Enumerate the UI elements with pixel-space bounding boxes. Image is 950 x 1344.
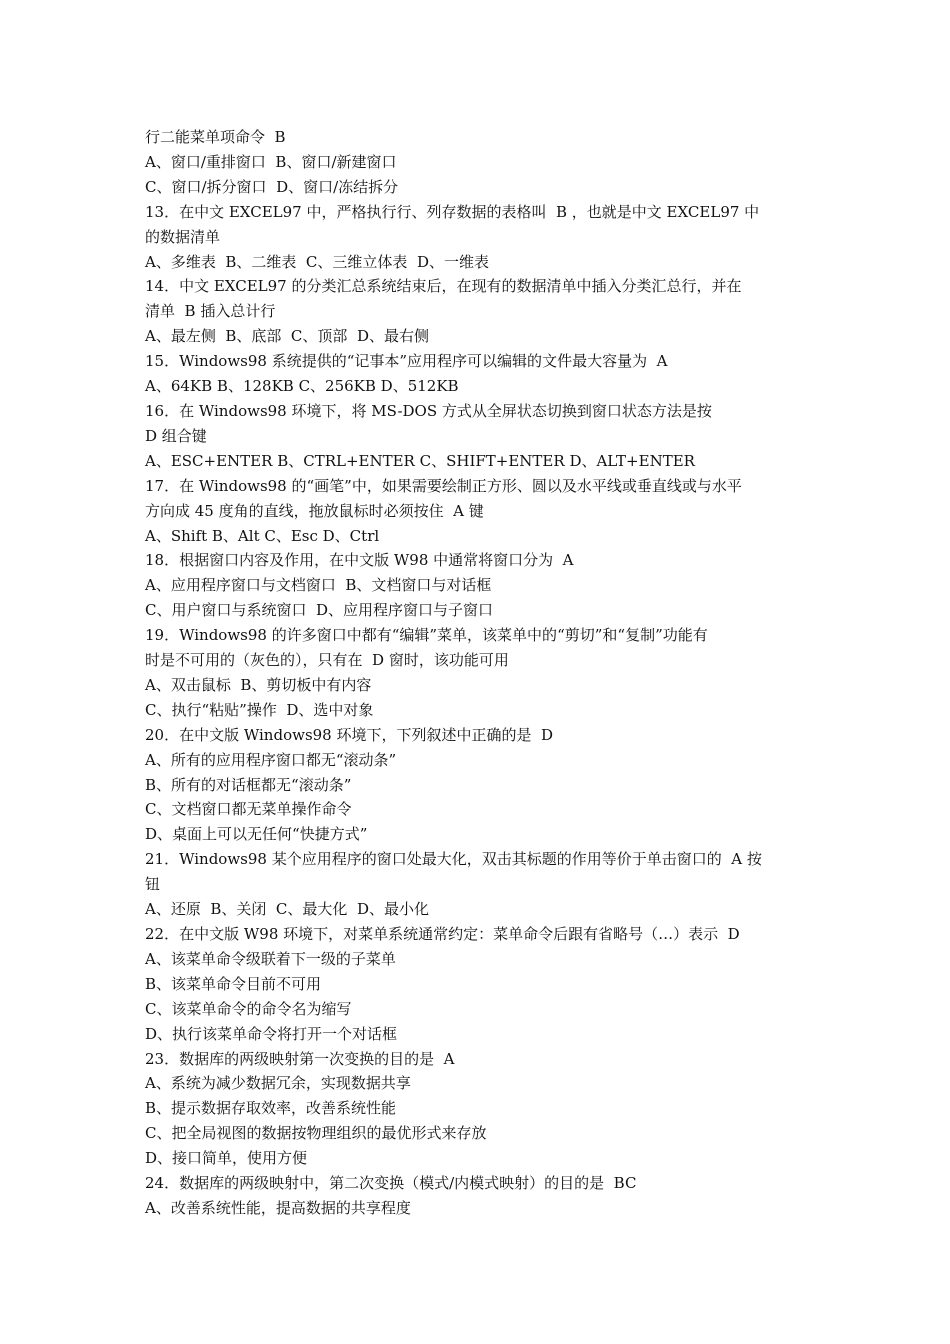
text-line: D、桌面上可以无任何“快捷方式”: [145, 825, 368, 844]
text-line: 22．在中文版 W98 环境下，对菜单系统通常约定：菜单命令后跟有省略号（…）表示 D: [145, 925, 740, 943]
text-line: A、最左侧 B、底部 C、顶部 D、最右侧: [145, 327, 429, 346]
text-line: C、该菜单命令的命令名为缩写: [145, 999, 352, 1018]
text-line: 13．在中文 EXCEL97 中，严格执行行、列存数据的表格叫 B ，也就是中文 EXCEL97 中: [145, 202, 760, 221]
text-line: 20．在中文版 Windows98 环境下，下列叙述中正确的是 D: [145, 725, 554, 744]
text-line: A、所有的应用程序窗口都无“滚动条”: [145, 750, 397, 769]
text-line: A、64KB B、128KB C、256KB D、512KB: [145, 377, 459, 396]
text-line: A、多维表 B、二维表 C、三维立体表 D、一维表: [145, 252, 489, 271]
text-line: C、窗口/拆分窗口 D、窗口/冻结拆分: [145, 177, 399, 196]
text-line: 15．Windows98 系统提供的“记事本”应用程序可以编辑的文件最大容量为 A: [145, 352, 668, 371]
text-line: A、该菜单命令级联着下一级的子菜单: [145, 949, 396, 968]
text-line: C、文档窗口都无菜单操作命令: [145, 800, 352, 819]
text-line: 19．Windows98 的许多窗口中都有“编辑”菜单，该菜单中的“剪切”和“复制”功能有: [145, 626, 708, 645]
text-line: 16．在 Windows98 环境下，将 MS-DOS 方式从全屏状态切换到窗口状态方法是按: [145, 401, 712, 420]
text-line: 23．数据库的两级映射第一次变换的目的是 A: [145, 1049, 455, 1068]
text-line: D、接口简单，使用方便: [145, 1149, 308, 1168]
text-line: 18．根据窗口内容及作用，在中文版 W98 中通常将窗口分为 A: [145, 551, 574, 570]
text-line: B、该菜单命令目前不可用: [145, 974, 322, 993]
text-line: B、所有的对话框都无“滚动条”: [145, 775, 352, 794]
text-line: 24．数据库的两级映射中，第二次变换（模式/内模式映射）的目的是 BC: [145, 1174, 637, 1193]
text-line: 14．中文 EXCEL97 的分类汇总系统结束后，在现有的数据清单中插入分类汇总行，并在: [145, 277, 742, 296]
text-line: B、提示数据存取效率，改善系统性能: [145, 1099, 397, 1118]
text-line: C、把全局视图的数据按物理组织的最优形式来存放: [145, 1124, 487, 1143]
document-text: [145, 125, 810, 1221]
text-line: A、改善系统性能，提高数据的共享程度: [145, 1198, 411, 1217]
text-line: D 组合键: [145, 426, 207, 445]
text-line: 时是不可用的（灰色的），只有在 D 窗时，该功能可用: [145, 651, 509, 670]
text-line: 21．Windows98 某个应用程序的窗口处最大化，双击其标题的作用等价于单击窗口的 A 按: [145, 850, 762, 869]
text-line: A、窗口/重排窗口 B、窗口/新建窗口: [145, 152, 397, 171]
text-line: 的数据清单: [145, 227, 221, 246]
text-line: A、应用程序窗口与文档窗口 B、文档窗口与对话框: [145, 576, 492, 595]
text-line: 方向成 45 度角的直线，拖放鼠标时必须按住 A 键: [145, 501, 484, 520]
text-line: C、用户窗口与系统窗口 D、应用程序窗口与子窗口: [145, 601, 494, 620]
text-line: D、执行该菜单命令将打开一个对话框: [145, 1024, 398, 1043]
text-line: A、还原 B、关闭 C、最大化 D、最小化: [145, 900, 429, 919]
text-line: A、双击鼠标 B、剪切板中有内容: [145, 675, 372, 694]
text-line: A、系统为减少数据冗余，实现数据共享: [145, 1074, 411, 1093]
text-line: A、ESC+ENTER B、CTRL+ENTER C、SHIFT+ENTER D、ALT+ENTER: [145, 451, 695, 470]
text-line: 清单 B 插入总计行: [145, 302, 276, 321]
text-line: 17．在 Windows98 的“画笔”中，如果需要绘制正方形、圆以及水平线或垂直线或与水平: [145, 476, 742, 495]
text-line: 钮: [145, 875, 161, 894]
text-line: 行二能菜单项命令 B: [145, 128, 286, 146]
text-line: C、执行“粘贴”操作 D、选中对象: [145, 700, 374, 719]
text-line: A、Shift B、Alt C、Esc D、Ctrl: [145, 526, 380, 545]
